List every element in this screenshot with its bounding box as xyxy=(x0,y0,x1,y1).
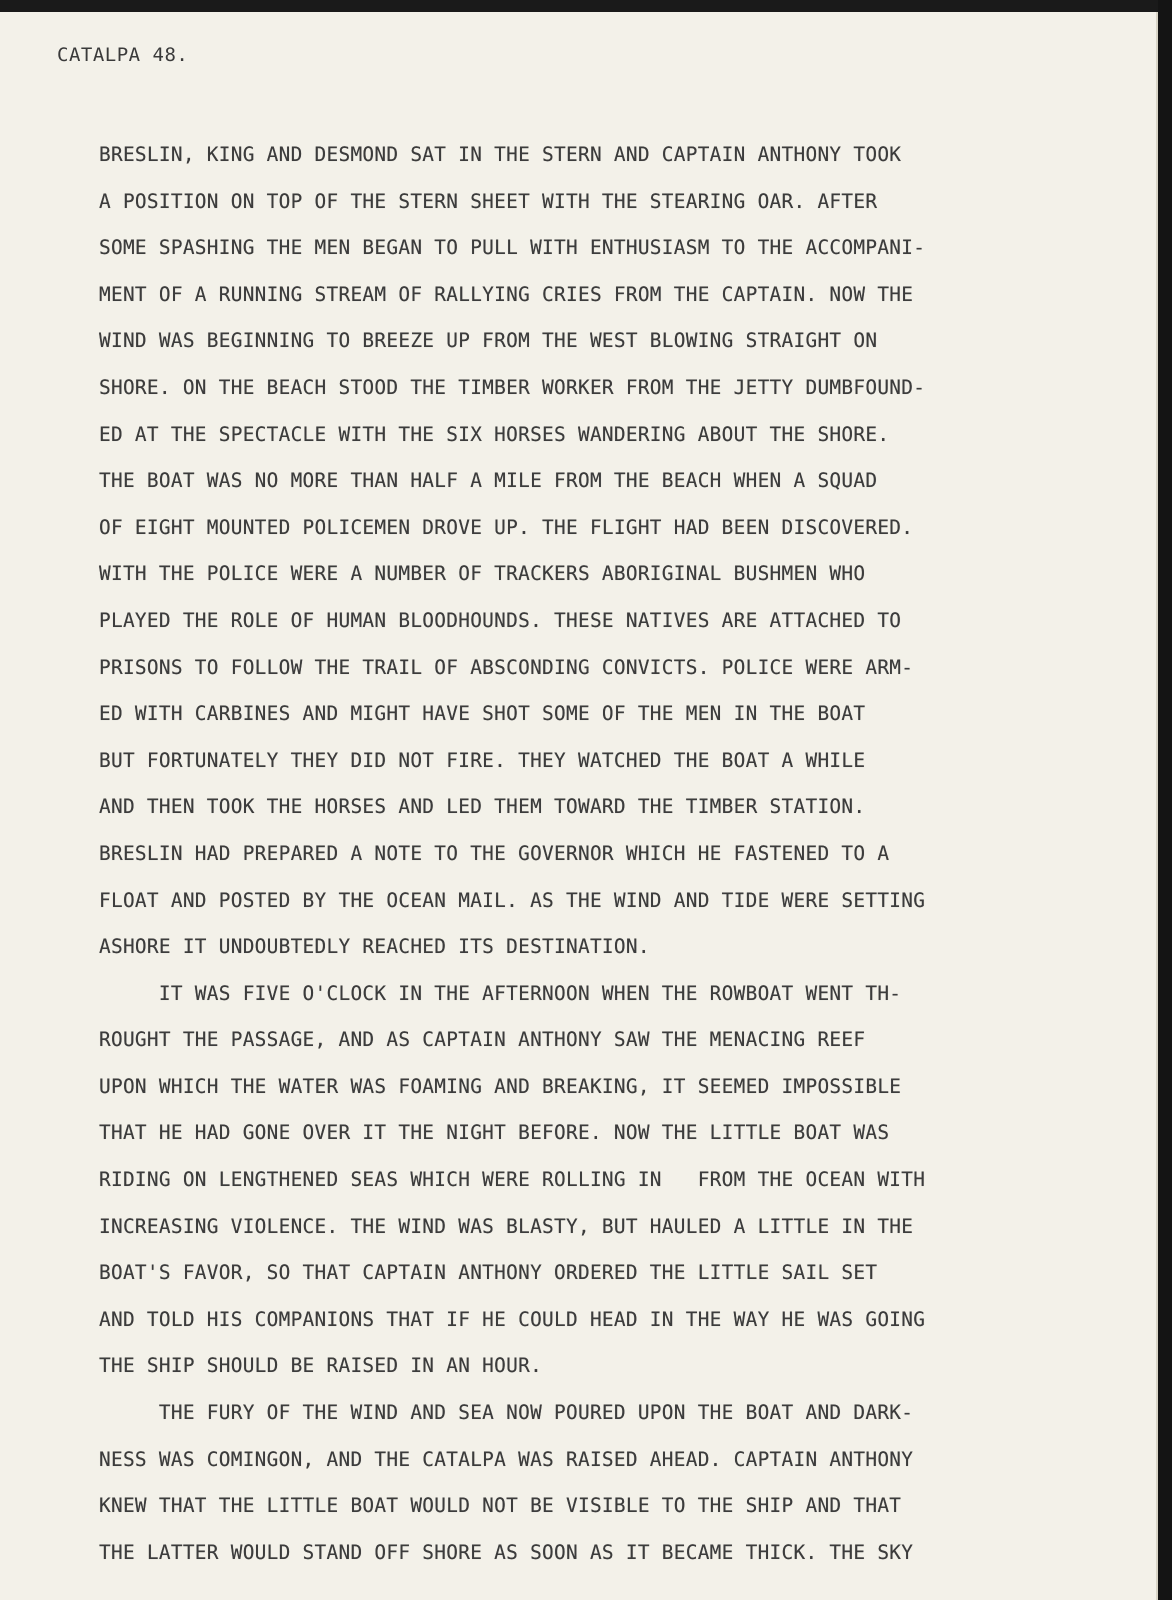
text-line: ROUGHT THE PASSAGE, AND AS CAPTAIN ANTHONY SAW THE MENACING REEF xyxy=(99,1028,866,1052)
text-line: MENT OF A RUNNING STREAM OF RALLYING CRIES FROM THE CAPTAIN. NOW THE xyxy=(99,282,914,306)
text-line: UPON WHICH THE WATER WAS FOAMING AND BREAKING, IT SEEMED IMPOSSIBLE xyxy=(99,1074,902,1098)
text-line: IT WAS FIVE O'CLOCK IN THE AFTERNOON WHEN THE ROWBOAT WENT TH- xyxy=(99,981,902,1005)
text-line: BRESLIN, KING AND DESMOND SAT IN THE STERN AND CAPTAIN ANTHONY TOOK xyxy=(99,143,902,166)
text-line: ASHORE IT UNDOUBTEDLY REACHED ITS DESTINATION. xyxy=(99,935,650,959)
text-line: AND TOLD HIS COMPANIONS THAT IF HE COULD HEAD IN THE WAY HE WAS GOING xyxy=(99,1307,926,1331)
typewritten-page xyxy=(0,12,1158,1600)
text-line: THE LATTER WOULD STAND OFF SHORE AS SOON AS IT BECAME THICK. THE SKY xyxy=(99,1540,914,1564)
text-line: AND THEN TOOK THE HORSES AND LED THEM TOWARD THE TIMBER STATION. xyxy=(99,795,866,819)
text-line: THE SHIP SHOULD BE RAISED IN AN HOUR. xyxy=(99,1354,543,1378)
page-header: CATALPA 48. xyxy=(57,44,189,66)
text-line: PRISONS TO FOLLOW THE TRAIL OF ABSCONDING CONVICTS. POLICE WERE ARM- xyxy=(99,655,914,679)
text-line: SHORE. ON THE BEACH STOOD THE TIMBER WORKER FROM THE JETTY DUMBFOUND- xyxy=(99,375,926,399)
text-line: THE BOAT WAS NO MORE THAN HALF A MILE FROM THE BEACH WHEN A SQUAD xyxy=(99,469,878,493)
text-line: BOAT'S FAVOR, SO THAT CAPTAIN ANTHONY ORDERED THE LITTLE SAIL SET xyxy=(99,1261,878,1285)
body-text xyxy=(99,132,1089,1576)
text-line: ED AT THE SPECTACLE WITH THE SIX HORSES WANDERING ABOUT THE SHORE. xyxy=(99,422,890,446)
text-line: WITH THE POLICE WERE A NUMBER OF TRACKERS ABORIGINAL BUSHMEN WHO xyxy=(99,562,866,586)
text-line: THE FURY OF THE WIND AND SEA NOW POURED UPON THE BOAT AND DARK- xyxy=(99,1401,914,1425)
text-line: FLOAT AND POSTED BY THE OCEAN MAIL. AS THE WIND AND TIDE WERE SETTING xyxy=(99,888,926,912)
text-line: A POSITION ON TOP OF THE STERN SHEET WITH THE STEARING OAR. AFTER xyxy=(99,189,878,213)
text-line: BUT FORTUNATELY THEY DID NOT FIRE. THEY WATCHED THE BOAT A WHILE xyxy=(99,748,866,772)
text-line: SOME SPASHING THE MEN BEGAN TO PULL WITH ENTHUSIASM TO THE ACCOMPANI- xyxy=(99,236,926,260)
text-line: ED WITH CARBINES AND MIGHT HAVE SHOT SOME OF THE MEN IN THE BOAT xyxy=(99,702,866,726)
text-line: WIND WAS BEGINNING TO BREEZE UP FROM THE WEST BLOWING STRAIGHT ON xyxy=(99,329,878,353)
text-line: RIDING ON LENGTHENED SEAS WHICH WERE ROLLING IN FROM THE OCEAN WITH xyxy=(99,1168,926,1192)
text-line: BRESLIN HAD PREPARED A NOTE TO THE GOVERNOR WHICH HE FASTENED TO A xyxy=(99,841,890,865)
text-line: INCREASING VIOLENCE. THE WIND WAS BLASTY, BUT HAULED A LITTLE IN THE xyxy=(99,1214,914,1238)
text-line: PLAYED THE ROLE OF HUMAN BLOODHOUNDS. THESE NATIVES ARE ATTACHED TO xyxy=(99,608,902,632)
text-line: KNEW THAT THE LITTLE BOAT WOULD NOT BE VISIBLE TO THE SHIP AND THAT xyxy=(99,1494,902,1518)
text-line: THAT HE HAD GONE OVER IT THE NIGHT BEFORE. NOW THE LITTLE BOAT WAS xyxy=(99,1121,890,1145)
text-line: NESS WAS COMINGON, AND THE CATALPA WAS RAISED AHEAD. CAPTAIN ANTHONY xyxy=(99,1447,914,1471)
text-line: OF EIGHT MOUNTED POLICEMEN DROVE UP. THE FLIGHT HAD BEEN DISCOVERED. xyxy=(99,515,914,539)
scan-edge xyxy=(1158,0,1172,1600)
